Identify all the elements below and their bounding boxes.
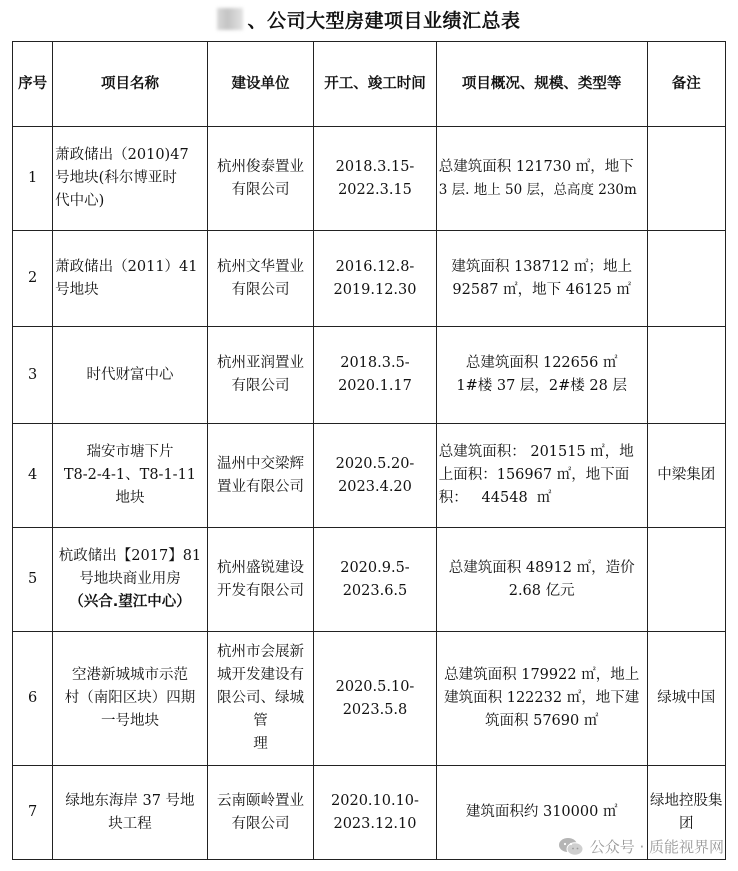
cell-overview: 总建筑面积 121730 ㎡，地下 3 层. 地上 50 层，总高度 230m [436,127,647,231]
title-row [0,0,738,38]
cell-builder: 杭州文华置业 有限公司 [207,231,313,327]
cell-overview: 总建筑面积： 201515 ㎡，地 上面积：156967 ㎡，地下面 积： 44548 ㎡ [436,424,647,528]
cell-overview: 总建筑面积 179922 ㎡，地上 建筑面积 122232 ㎡，地下建 筑面积 57690 ㎡ [436,632,647,766]
table-row [13,528,726,632]
project-name-highlight: （兴合.望江中心） [69,594,191,610]
cell-builder: 温州中交梁辉 置业有限公司 [207,424,313,528]
cell-note [647,231,725,327]
table-row [13,327,726,424]
cell-note [647,127,725,231]
cell-project-name: 绿地东海岸 37 号地 块工程 [53,766,208,860]
cell-time: 2020.5.20- 2023.4.20 [314,424,437,528]
table-row [13,632,726,766]
cell-time: 2016.12.8- 2019.12.30 [314,231,437,327]
redacted-mark [217,8,243,30]
cell-time: 2018.3.15- 2022.3.15 [314,127,437,231]
cell-overview: 建筑面积 138712 ㎡；地上 92587 ㎡，地下 46125 ㎡ [436,231,647,327]
cell-no: 1 [13,127,53,231]
cell-builder: 杭州亚润置业 有限公司 [207,327,313,424]
cell-note: 中梁集团 [647,424,725,528]
watermark-text: 公众号 · 质能视界网 [589,838,724,856]
header-no: 序号 [13,42,53,127]
table-row [13,231,726,327]
cell-overview: 总建筑面积 122656 ㎡ 1#楼 37 层，2#楼 28 层 [436,327,647,424]
cell-note: 绿地控股集团 [647,766,725,860]
cell-overview: 建筑面积约 310000 ㎡ [436,766,647,860]
cell-no: 3 [13,327,53,424]
cell-note [647,327,725,424]
header-note: 备注 [647,42,725,127]
cell-project-name: 萧政储出（2010)47 号地块(科尔博亚时 代中心) [53,127,208,231]
cell-no: 2 [13,231,53,327]
header-overview: 项目概况、规模、类型等 [436,42,647,127]
cell-time: 2018.3.5- 2020.1.17 [314,327,437,424]
header-time: 开工、竣工时间 [314,42,437,127]
performance-table [12,41,726,860]
watermark [558,836,724,857]
cell-note: 绿城中国 [647,632,725,766]
cell-builder: 杭州市会展新 城开发建设有 限公司、绿城管 理 [207,632,313,766]
table-header-row [13,42,726,127]
cell-time: 2020.10.10- 2023.12.10 [314,766,437,860]
page-title: 、公司大型房建项目业绩汇总表 [247,9,521,32]
cell-builder: 杭州俊泰置业 有限公司 [207,127,313,231]
cell-time: 2020.9.5- 2023.6.5 [314,528,437,632]
wechat-icon [558,837,584,857]
cell-project-name: 萧政储出（2011）41 号地块 [53,231,208,327]
cell-project-name: 时代财富中心 [53,327,208,424]
cell-builder: 杭州盛锐建设 开发有限公司 [207,528,313,632]
table-row [13,424,726,528]
cell-no: 7 [13,766,53,860]
cell-project-name: 杭政储出【2017】81 号地块商业用房 （兴合.望江中心） [53,528,208,632]
cell-note [647,528,725,632]
header-project-name: 项目名称 [53,42,208,127]
table-row [13,127,726,231]
cell-project-name: 瑞安市塘下片 T8-2-4-1、T8-1-11 地块 [53,424,208,528]
cell-project-name: 空港新城城市示范 村（南阳区块）四期 一号地块 [53,632,208,766]
cell-no: 6 [13,632,53,766]
cell-time: 2020.5.10- 2023.5.8 [314,632,437,766]
cell-overview: 总建筑面积 48912 ㎡，造价 2.68 亿元 [436,528,647,632]
cell-no: 5 [13,528,53,632]
cell-builder: 云南颐岭置业 有限公司 [207,766,313,860]
header-builder: 建设单位 [207,42,313,127]
cell-no: 4 [13,424,53,528]
